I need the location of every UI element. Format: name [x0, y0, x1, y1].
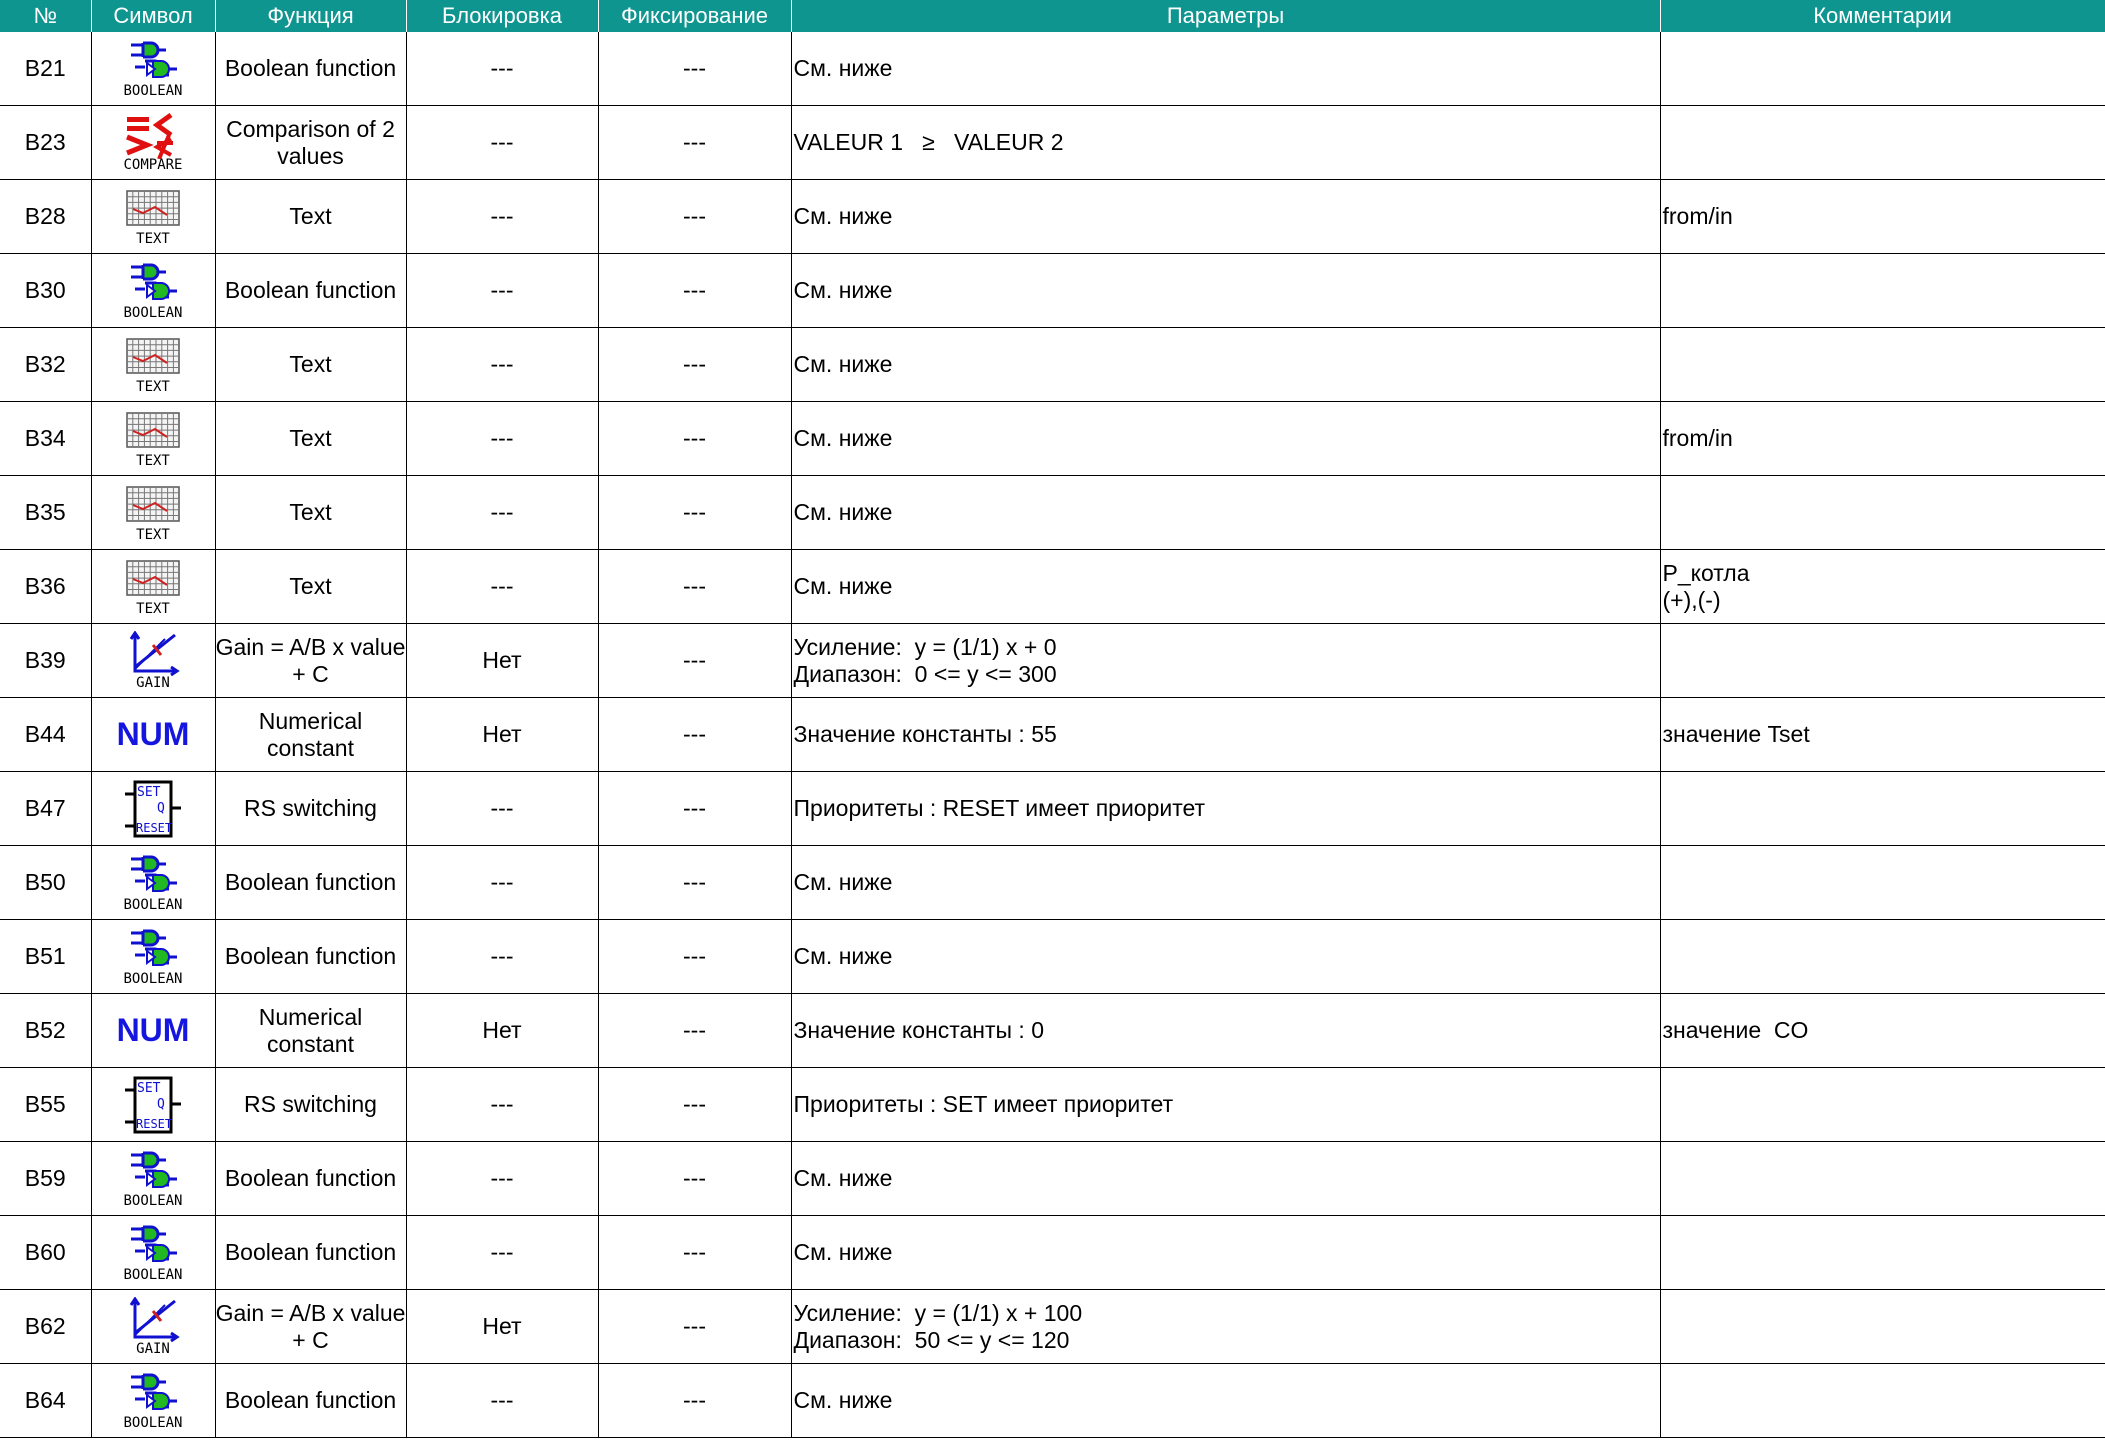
- block-params: [791, 772, 1660, 846]
- block-fix: ---: [598, 1142, 791, 1216]
- block-lock: ---: [406, 254, 598, 328]
- table-row: [0, 920, 2105, 994]
- table-row: [0, 1216, 2105, 1290]
- block-comment: [1660, 698, 2105, 772]
- block-symbol: [91, 32, 215, 106]
- block-number: B52: [0, 994, 91, 1068]
- table-row: [0, 550, 2105, 624]
- header-lock: Блокировка: [406, 0, 598, 32]
- block-lock: ---: [406, 846, 598, 920]
- block-function: Comparison of 2 values: [215, 106, 406, 180]
- block-params: [791, 106, 1660, 180]
- block-fix: ---: [598, 254, 791, 328]
- block-lock: ---: [406, 476, 598, 550]
- param-line: См. ниже: [793, 1387, 893, 1413]
- block-comment: [1660, 32, 2105, 106]
- block-lock: Нет: [406, 994, 598, 1068]
- block-number: B23: [0, 106, 91, 180]
- block-function: Boolean function: [215, 1364, 406, 1438]
- block-params: [791, 180, 1660, 254]
- block-lock: ---: [406, 32, 598, 106]
- block-symbol: [91, 1068, 215, 1142]
- block-params: [791, 920, 1660, 994]
- block-lock: ---: [406, 920, 598, 994]
- block-number: B60: [0, 1216, 91, 1290]
- block-lock: Нет: [406, 698, 598, 772]
- block-number: B28: [0, 180, 91, 254]
- table-row: [0, 698, 2105, 772]
- block-number: B30: [0, 254, 91, 328]
- header-function: Функция: [215, 0, 406, 32]
- table-row: [0, 1068, 2105, 1142]
- gain-icon: [121, 631, 185, 691]
- table-body: [0, 32, 2105, 1438]
- param-line: Значение константы : 0: [793, 1017, 1044, 1043]
- block-comment: [1660, 1216, 2105, 1290]
- param-line: См. ниже: [793, 1239, 893, 1265]
- block-function: Text: [215, 402, 406, 476]
- table-row: [0, 180, 2105, 254]
- block-symbol: [91, 1364, 215, 1438]
- block-symbol: [91, 106, 215, 180]
- block-fix: ---: [598, 180, 791, 254]
- block-comment: [1660, 328, 2105, 402]
- table-row: [0, 32, 2105, 106]
- block-number: B51: [0, 920, 91, 994]
- comment-line: from/in: [1662, 425, 1733, 451]
- block-symbol: [91, 476, 215, 550]
- block-comment: [1660, 106, 2105, 180]
- block-lock: ---: [406, 1142, 598, 1216]
- block-lock: ---: [406, 328, 598, 402]
- block-number: B47: [0, 772, 91, 846]
- block-function: Boolean function: [215, 254, 406, 328]
- icon-label: NUM: [116, 1012, 190, 1048]
- block-fix: ---: [598, 1364, 791, 1438]
- block-params: [791, 994, 1660, 1068]
- block-lock: ---: [406, 772, 598, 846]
- svg-text:Q: Q: [157, 800, 165, 816]
- block-number: B21: [0, 32, 91, 106]
- block-lock: ---: [406, 1068, 598, 1142]
- block-function: Text: [215, 328, 406, 402]
- icon-caption: BOOLEAN: [123, 82, 183, 99]
- block-symbol: [91, 1216, 215, 1290]
- comment-line: значение CO: [1662, 1017, 1809, 1043]
- icon-caption: BOOLEAN: [123, 1266, 183, 1283]
- icon-caption: BOOLEAN: [123, 896, 183, 913]
- table-row: [0, 1364, 2105, 1438]
- block-fix: ---: [598, 1216, 791, 1290]
- param-line: См. ниже: [793, 1165, 893, 1191]
- block-function: Text: [215, 180, 406, 254]
- param-line: См. ниже: [793, 55, 893, 81]
- block-function: Boolean function: [215, 920, 406, 994]
- block-symbol: [91, 550, 215, 624]
- block-comment: [1660, 1364, 2105, 1438]
- text-icon: [121, 187, 185, 247]
- block-params: [791, 1290, 1660, 1364]
- block-params: [791, 402, 1660, 476]
- block-function: Boolean function: [215, 32, 406, 106]
- block-function: Numerical constant: [215, 994, 406, 1068]
- param-line: См. ниже: [793, 277, 893, 303]
- block-function: Boolean function: [215, 1216, 406, 1290]
- block-fix: ---: [598, 550, 791, 624]
- num-icon: [117, 716, 190, 753]
- table-row: [0, 1142, 2105, 1216]
- compare-icon: [121, 113, 185, 173]
- table-row: [0, 476, 2105, 550]
- block-number: B32: [0, 328, 91, 402]
- table-row: [0, 846, 2105, 920]
- icon-caption: TEXT: [136, 452, 170, 469]
- block-params: [791, 476, 1660, 550]
- svg-text:SET: SET: [137, 784, 161, 800]
- comment-line: значение Tset: [1662, 721, 1810, 747]
- param-line: Значение константы : 55: [793, 721, 1057, 747]
- block-fix: ---: [598, 328, 791, 402]
- icon-caption: TEXT: [136, 600, 170, 617]
- rs-switch-icon: [121, 778, 185, 840]
- icon-caption: GAIN: [136, 674, 170, 691]
- block-lock: ---: [406, 1216, 598, 1290]
- text-icon: [121, 483, 185, 543]
- param-line: Диапазон: 50 <= y <= 120: [793, 1326, 1070, 1353]
- block-comment: [1660, 1142, 2105, 1216]
- param-line: См. ниже: [793, 573, 893, 599]
- block-params: [791, 550, 1660, 624]
- boolean-icon: [121, 1149, 185, 1209]
- block-symbol: [91, 328, 215, 402]
- block-number: B55: [0, 1068, 91, 1142]
- param-line: Приоритеты : RESET имеет приоритет: [793, 795, 1206, 821]
- table-row: [0, 1290, 2105, 1364]
- block-fix: ---: [598, 920, 791, 994]
- block-lock: ---: [406, 1364, 598, 1438]
- table-row: [0, 254, 2105, 328]
- table-row: [0, 772, 2105, 846]
- table-row: [0, 328, 2105, 402]
- block-lock: ---: [406, 106, 598, 180]
- block-comment: [1660, 476, 2105, 550]
- block-comment: [1660, 624, 2105, 698]
- icon-caption: BOOLEAN: [123, 1414, 183, 1431]
- table-row: [0, 106, 2105, 180]
- block-fix: ---: [598, 1068, 791, 1142]
- block-params: [791, 254, 1660, 328]
- block-function: Boolean function: [215, 846, 406, 920]
- comment-line: (+),(-): [1662, 586, 1721, 613]
- block-params: [791, 698, 1660, 772]
- boolean-icon: [121, 927, 185, 987]
- block-comment: [1660, 254, 2105, 328]
- table-row: [0, 402, 2105, 476]
- block-fix: ---: [598, 772, 791, 846]
- param-line: См. ниже: [793, 869, 893, 895]
- block-symbol: [91, 402, 215, 476]
- block-params: [791, 1216, 1660, 1290]
- block-params: [791, 1364, 1660, 1438]
- param-line: См. ниже: [793, 425, 893, 451]
- param-line: Диапазон: 0 <= y <= 300: [793, 660, 1057, 687]
- icon-caption: BOOLEAN: [123, 304, 183, 321]
- param-line: См. ниже: [793, 943, 893, 969]
- block-lock: Нет: [406, 1290, 598, 1364]
- block-function: Text: [215, 550, 406, 624]
- icon-caption: TEXT: [136, 526, 170, 543]
- block-params: [791, 1068, 1660, 1142]
- block-number: B35: [0, 476, 91, 550]
- icon-caption: GAIN: [136, 1340, 170, 1357]
- header-fix: Фиксирование: [598, 0, 791, 32]
- block-comment: [1660, 1068, 2105, 1142]
- param-line: Приоритеты : SET имеет приоритет: [793, 1091, 1174, 1117]
- block-number: B59: [0, 1142, 91, 1216]
- block-comment: [1660, 772, 2105, 846]
- header-symbol: Символ: [91, 0, 215, 32]
- block-symbol: [91, 254, 215, 328]
- boolean-icon: [121, 39, 185, 99]
- boolean-icon: [121, 1223, 185, 1283]
- block-function: Boolean function: [215, 1142, 406, 1216]
- block-params: [791, 1142, 1660, 1216]
- block-number: B44: [0, 698, 91, 772]
- block-comment: [1660, 402, 2105, 476]
- text-icon: [121, 409, 185, 469]
- block-number: B64: [0, 1364, 91, 1438]
- block-params: [791, 624, 1660, 698]
- block-fix: ---: [598, 994, 791, 1068]
- icon-caption: BOOLEAN: [123, 1192, 183, 1209]
- block-fix: ---: [598, 476, 791, 550]
- param-line: См. ниже: [793, 499, 893, 525]
- param-line: Усиление: y = (1/1) x + 0: [793, 633, 1057, 660]
- svg-text:RESET: RESET: [136, 1116, 173, 1131]
- comment-line: from/in: [1662, 203, 1733, 229]
- text-icon: [121, 557, 185, 617]
- block-symbol: [91, 772, 215, 846]
- block-number: B34: [0, 402, 91, 476]
- header-comments: Комментарии: [1660, 0, 2105, 32]
- block-symbol: [91, 1290, 215, 1364]
- block-symbol: [91, 698, 215, 772]
- text-icon: [121, 335, 185, 395]
- table-row: [0, 994, 2105, 1068]
- block-symbol: [91, 1142, 215, 1216]
- block-comment: [1660, 1290, 2105, 1364]
- block-number: B36: [0, 550, 91, 624]
- table-header-row: [0, 0, 2105, 32]
- param-line: VALEUR 1 ≥ VALEUR 2: [793, 129, 1064, 155]
- boolean-icon: [121, 261, 185, 321]
- icon-caption: TEXT: [136, 230, 170, 247]
- table-row: [0, 624, 2105, 698]
- block-symbol: [91, 846, 215, 920]
- boolean-icon: [121, 853, 185, 913]
- icon-caption: TEXT: [136, 378, 170, 395]
- block-comment: [1660, 846, 2105, 920]
- boolean-icon: [121, 1371, 185, 1431]
- rs-switch-icon: [121, 1074, 185, 1136]
- svg-text:SET: SET: [137, 1080, 161, 1096]
- block-params: [791, 328, 1660, 402]
- block-fix: ---: [598, 698, 791, 772]
- num-icon: [117, 1012, 190, 1049]
- block-fix: ---: [598, 846, 791, 920]
- block-fix: ---: [598, 402, 791, 476]
- param-line: Усиление: y = (1/1) x + 100: [793, 1299, 1083, 1326]
- block-number: B39: [0, 624, 91, 698]
- block-symbol: [91, 920, 215, 994]
- icon-label: NUM: [116, 716, 190, 752]
- icon-caption: BOOLEAN: [123, 970, 183, 987]
- block-fix: ---: [598, 106, 791, 180]
- block-comment: [1660, 550, 2105, 624]
- block-function: RS switching: [215, 772, 406, 846]
- header-params: Параметры: [791, 0, 1660, 32]
- icon-caption: COMPARE: [123, 156, 183, 173]
- comment-line: P_котла: [1662, 559, 1750, 586]
- block-symbol: [91, 180, 215, 254]
- block-number: B62: [0, 1290, 91, 1364]
- block-comment: [1660, 180, 2105, 254]
- block-lock: ---: [406, 180, 598, 254]
- block-fix: ---: [598, 624, 791, 698]
- block-function: Gain = A/B x value + C: [215, 1290, 406, 1364]
- block-symbol: [91, 994, 215, 1068]
- block-comment: [1660, 920, 2105, 994]
- block-function: Gain = A/B x value + C: [215, 624, 406, 698]
- param-line: См. ниже: [793, 351, 893, 377]
- block-function: Text: [215, 476, 406, 550]
- block-lock: Нет: [406, 624, 598, 698]
- block-params: [791, 32, 1660, 106]
- svg-text:RESET: RESET: [136, 820, 173, 835]
- block-fix: ---: [598, 32, 791, 106]
- block-function: Numerical constant: [215, 698, 406, 772]
- block-params: [791, 846, 1660, 920]
- svg-text:Q: Q: [157, 1096, 165, 1112]
- block-comment: [1660, 994, 2105, 1068]
- block-symbol: [91, 624, 215, 698]
- block-lock: ---: [406, 402, 598, 476]
- block-fix: ---: [598, 1290, 791, 1364]
- block-number: B50: [0, 846, 91, 920]
- header-num: №: [0, 0, 91, 32]
- gain-icon: [121, 1297, 185, 1357]
- block-lock: ---: [406, 550, 598, 624]
- param-line: См. ниже: [793, 203, 893, 229]
- block-function: RS switching: [215, 1068, 406, 1142]
